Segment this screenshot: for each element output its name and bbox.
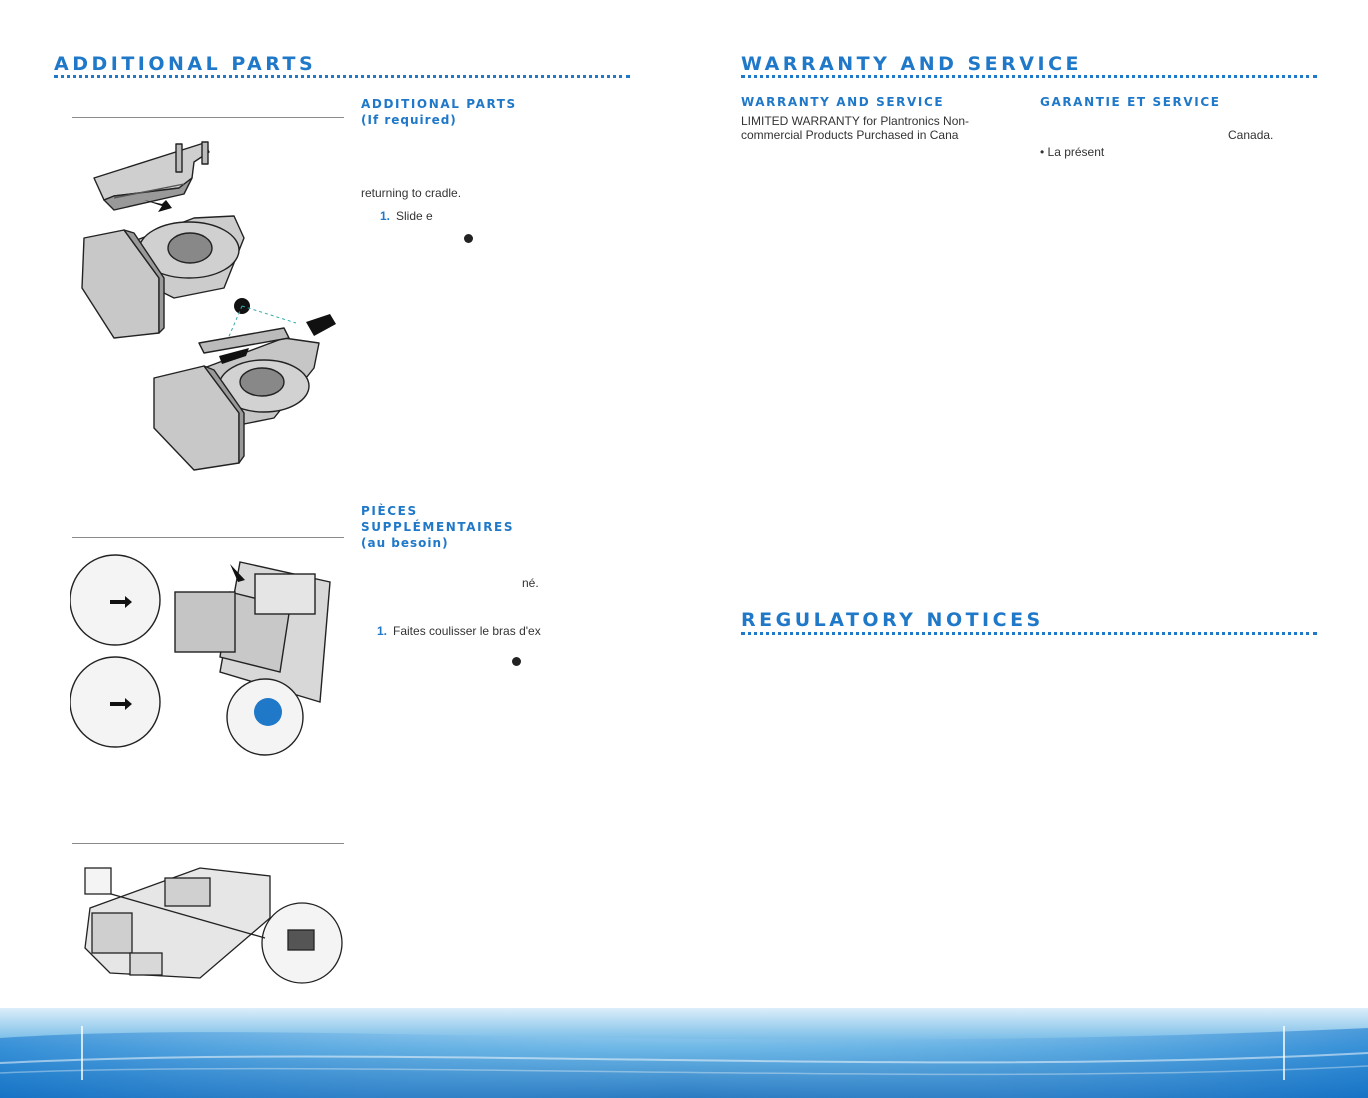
en-step-1 bbox=[380, 209, 433, 223]
fr-callout-dot bbox=[512, 657, 521, 666]
fr-heading-line1: PIÈCES bbox=[361, 504, 418, 518]
footer-wave-band bbox=[0, 1008, 1368, 1098]
garantie-col2-heading-text: GARANTIE ET SERVICE bbox=[1040, 95, 1221, 109]
fr-step-1-number: 1. bbox=[377, 624, 388, 638]
warranty-service-title: WARRANTY AND SERVICE bbox=[741, 53, 1082, 75]
additional-parts-title: ADDITIONAL PARTS bbox=[54, 53, 317, 75]
warranty-col1-line1: LIMITED WARRANTY for Plantronics Non- bbox=[741, 114, 970, 128]
fr-heading-line2: SUPPLÉMENTAIRES bbox=[361, 520, 515, 534]
title-dotted-divider bbox=[54, 75, 630, 78]
figure-divider-3 bbox=[72, 843, 344, 844]
warranty-col1-heading bbox=[741, 94, 944, 110]
en-step-1-text: Slide e bbox=[396, 209, 433, 223]
en-callout-dot bbox=[464, 234, 473, 243]
pieces-supplementaires-subheading bbox=[361, 503, 514, 551]
garantie-col2-line1: Canada. bbox=[1228, 128, 1274, 142]
warranty-col1-heading-text: WARRANTY AND SERVICE bbox=[741, 95, 945, 109]
fr-step-1-text: Faites coulisser le bras d'ex bbox=[393, 624, 541, 638]
additional-parts-heading-text: ADDITIONAL PARTS bbox=[361, 97, 517, 111]
en-step-1-number: 1. bbox=[380, 209, 391, 223]
warranty-col1-line2: commercial Products Purchased in Cana bbox=[741, 128, 959, 142]
garantie-col2-heading bbox=[1040, 94, 1221, 110]
regulatory-dotted-divider bbox=[741, 632, 1317, 635]
fr-heading-sub: (au besoin) bbox=[361, 536, 449, 550]
lifter-extension-figure bbox=[74, 138, 344, 478]
fr-line: né. bbox=[522, 576, 539, 590]
regulatory-notices-title: REGULATORY NOTICES bbox=[741, 609, 1044, 631]
additional-parts-heading-sub: (If required) bbox=[361, 113, 457, 127]
figure-divider-1 bbox=[72, 117, 344, 118]
en-returning-line: returning to cradle. bbox=[361, 186, 462, 200]
garantie-col2-line2: • La présent bbox=[1040, 145, 1105, 159]
additional-parts-subheading bbox=[361, 96, 517, 128]
handset-lifter-connection-figure bbox=[70, 552, 340, 762]
warranty-dotted-divider bbox=[741, 75, 1317, 78]
figure-divider-2 bbox=[72, 537, 344, 538]
phone-jack-figure bbox=[80, 858, 345, 988]
fr-step-1 bbox=[377, 624, 541, 638]
